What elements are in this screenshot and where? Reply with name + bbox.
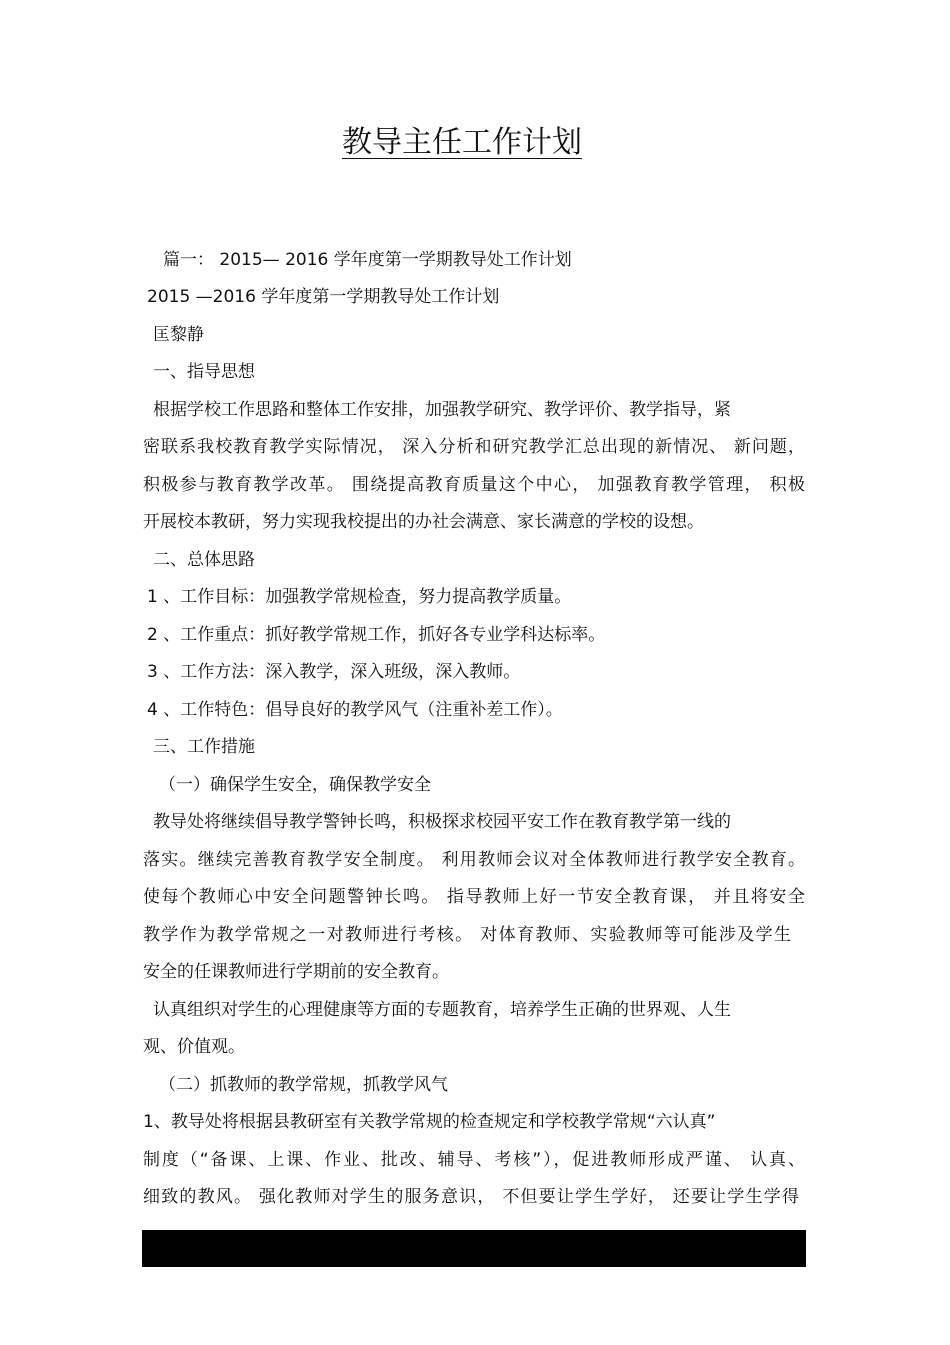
subsection-heading-2: （二）抓教师的教学常规，抓教学风气 bbox=[159, 1075, 448, 1095]
text-line-26: 细致的教风。 强化教师对学生的服务意识， 不但要让学生学好， 还要让学生学得 bbox=[143, 1187, 799, 1207]
list-item-3: 3 、工作方法：深入教学，深入班级，深入教师。 bbox=[147, 662, 521, 682]
text-line-3: 匡黎静 bbox=[153, 325, 204, 345]
section-heading-2: 二、总体思路 bbox=[153, 550, 255, 570]
text-line-6: 密联系我校教育教学实际情况， 深入分析和研究教学汇总出现的新情况、 新问题， bbox=[143, 437, 805, 457]
text-line-18: 使每个教师心中安全问题警钟长鸣。 指导教师上好一节安全教育课， 并且将安全 bbox=[143, 887, 805, 907]
text-line-5: 根据学校工作思路和整体工作安排，加强教学研究、教学评价、教学指导，紧 bbox=[153, 400, 731, 420]
text-line-7: 积极参与教育教学改革。 围绕提高教育质量这个中心， 加强教育教学管理， 积极 bbox=[143, 475, 805, 495]
text-line-17: 落实。继续完善教育教学安全制度。 利用教师会议对全体教师进行教学安全教育。 bbox=[143, 850, 805, 870]
text-line-24: 1、教导处将根据县教研室有关教学常规的检查规定和学校教学常规“六认真” bbox=[143, 1112, 716, 1132]
section-heading-1: 一、指导思想 bbox=[153, 362, 255, 382]
text-line-20: 安全的任课教师进行学期前的安全教育。 bbox=[143, 962, 449, 982]
section-heading-3: 三、工作措施 bbox=[153, 737, 255, 757]
text-line-21: 认真组织对学生的心理健康等方面的专题教育，培养学生正确的世界观、人生 bbox=[153, 1000, 731, 1020]
document-title: 教导主任工作计划 bbox=[342, 125, 582, 160]
text-line-22: 观、价值观。 bbox=[143, 1037, 245, 1057]
text-line-1: 篇一： 2015— 2016 学年度第一学期教导处工作计划 bbox=[163, 250, 572, 270]
footer-black-bar bbox=[142, 1230, 806, 1267]
list-item-2: 2 、工作重点：抓好教学常规工作，抓好各专业学科达标率。 bbox=[147, 625, 606, 645]
text-line-16: 教导处将继续倡导教学警钟长鸣，积极探求校园平安工作在教育教学第一线的 bbox=[153, 812, 731, 832]
text-line-8: 开展校本教研，努力实现我校提出的办社会满意、家长满意的学校的设想。 bbox=[143, 512, 704, 532]
text-line-19: 教学作为教学常规之一对教师进行考核。 对体育教师、实验教师等可能涉及学生 bbox=[143, 925, 791, 945]
list-item-1: 1 、工作目标：加强教学常规检查，努力提高教学质量。 bbox=[147, 587, 572, 607]
text-line-25: 制度（“备课、上课、作业、批改、辅导、考核”），促进教师形成严谨、 认真、 bbox=[143, 1150, 805, 1170]
subsection-heading-1: （一）确保学生安全，确保教学安全 bbox=[159, 775, 431, 795]
list-item-4: 4 、工作特色：倡导良好的教学风气（注重补差工作）。 bbox=[147, 700, 563, 720]
text-line-2: 2015 —2016 学年度第一学期教导处工作计划 bbox=[147, 287, 500, 307]
